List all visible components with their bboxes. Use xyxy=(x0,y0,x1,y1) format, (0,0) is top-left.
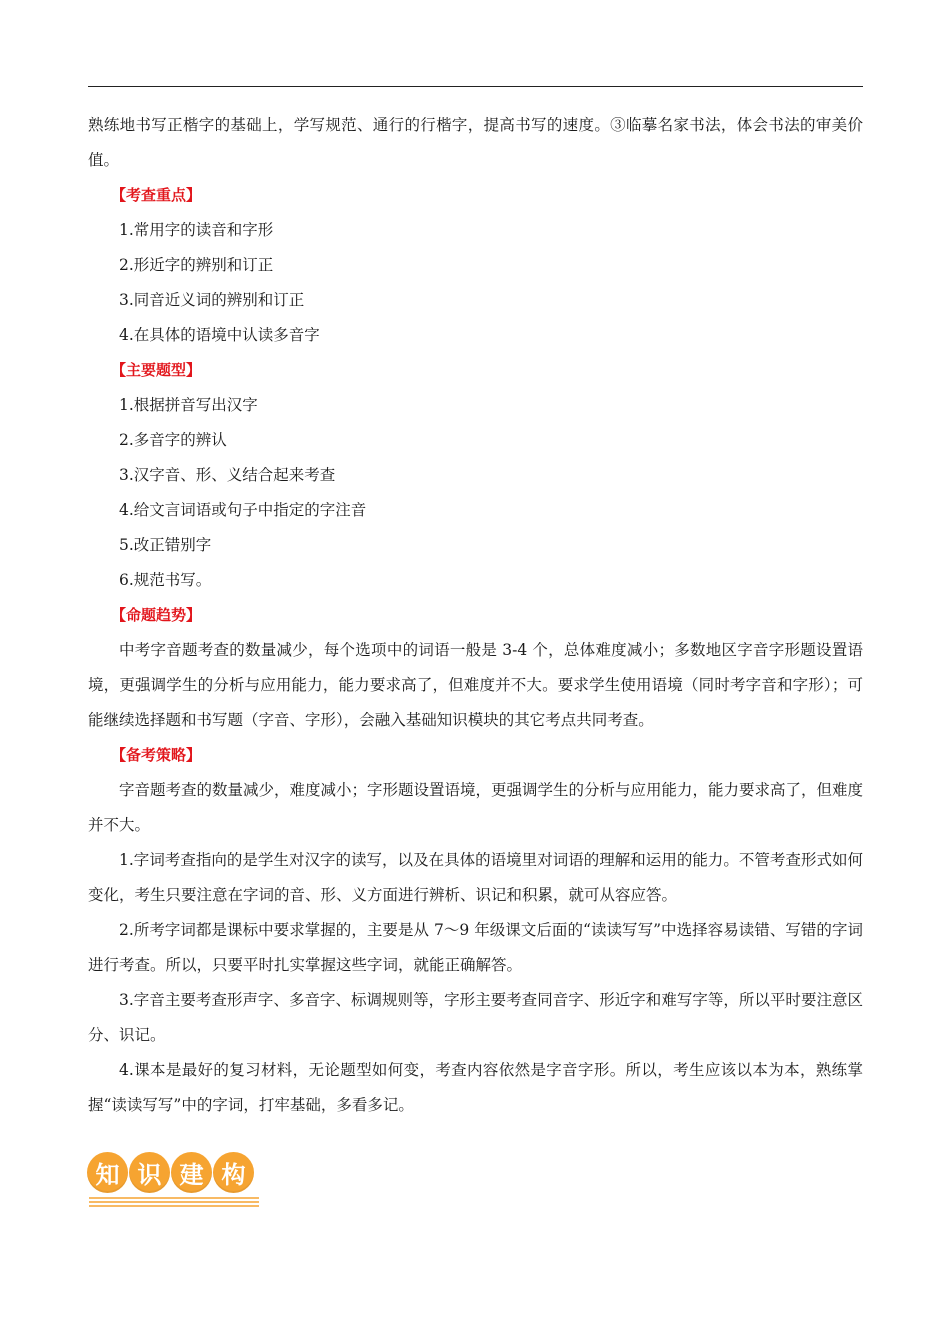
document-body xyxy=(88,108,863,1123)
strategy-paragraph: 1.字词考查指向的是学生对汉字的读写，以及在具体的语境里对词语的理解和运用的能力。不管考查形式如何变化，考生只要注意在字词的音、形、义方面进行辨析、识记和积累，就可从容应答。 xyxy=(88,851,863,904)
section-heading-trend: 【命题趋势】 xyxy=(111,606,202,624)
section-heading-question-types: 【主要题型】 xyxy=(111,361,202,379)
list-item: 4.给文言词语或句子中指定的字注音 xyxy=(119,501,367,519)
trend-paragraph: 中考字音题考查的数量减少，每个选项中的词语一般是 3-4 个，总体难度减小；多数地区字音字形题设置语境，更强调学生的分析与应用能力，能力要求高了，但难度并不大。要求学生使用语境（同时考字音和字形）；可能继续选择题和书写题（字音、字形），会融入基础知识模块的其它考点共同考查。 xyxy=(88,641,863,729)
strategy-paragraph: 3.字音主要考查形声字、多音字、标调规则等，字形主要考查同音字、形近字和难写字等，所以平时要注意区分、识记。 xyxy=(88,991,863,1044)
banner-char: 建 xyxy=(171,1152,212,1193)
strategy-paragraph: 2.所考字词都是课标中要求掌握的，主要是从 7～9 年级课文后面的“读读写写”中选择容易读错、写错的字词进行考查。所以，只要平时扎实掌握这些字词，就能正确解答。 xyxy=(88,921,863,974)
intro-paragraph: 熟练地书写正楷字的基础上，学写规范、通行的行楷字，提高书写的速度。③临摹名家书法，体会书法的审美价值。 xyxy=(88,116,863,169)
section-heading-strategy: 【备考策略】 xyxy=(111,746,202,764)
knowledge-structure-banner xyxy=(87,1152,267,1212)
list-item: 1.根据拼音写出汉字 xyxy=(119,396,258,414)
banner-underline-decoration xyxy=(89,1196,259,1208)
strategy-paragraph: 字音题考查的数量减少，难度减小；字形题设置语境，更强调学生的分析与应用能力，能力要求高了，但难度并不大。 xyxy=(88,781,864,834)
list-item: 2.形近字的辨别和订正 xyxy=(119,256,274,274)
strategy-paragraph: 4.课本是最好的复习材料，无论题型如何变，考查内容依然是字音字形。所以，考生应该以本为本，熟练掌握“读读写写”中的字词，打牢基础，多看多记。 xyxy=(88,1061,863,1114)
banner-char: 构 xyxy=(213,1152,254,1193)
banner-char: 知 xyxy=(87,1152,128,1193)
list-item: 4.在具体的语境中认读多音字 xyxy=(119,326,320,344)
banner-title xyxy=(87,1152,267,1193)
list-item: 6.规范书写。 xyxy=(119,571,212,589)
header-rule xyxy=(88,86,863,87)
section-heading-key-points: 【考查重点】 xyxy=(111,186,202,204)
list-item: 2.多音字的辨认 xyxy=(119,431,227,449)
list-item: 3.汉字音、形、义结合起来考查 xyxy=(119,466,336,484)
banner-char: 识 xyxy=(129,1152,170,1193)
list-item: 1.常用字的读音和字形 xyxy=(119,221,274,239)
list-item: 5.改正错别字 xyxy=(119,536,212,554)
list-item: 3.同音近义词的辨别和订正 xyxy=(119,291,305,309)
